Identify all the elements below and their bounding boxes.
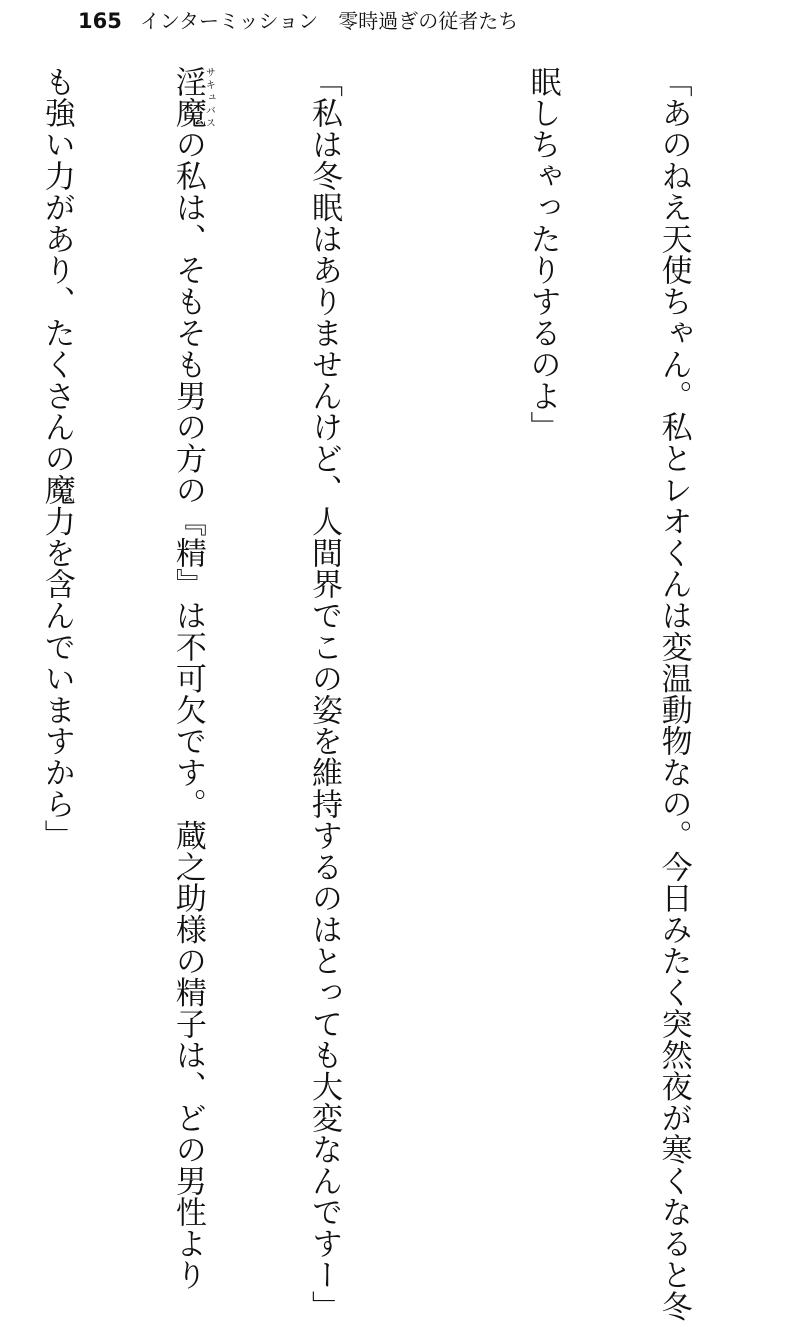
running-header bbox=[78, 4, 518, 38]
ruby-annotation bbox=[169, 66, 215, 129]
chapter-title: インターミッション bbox=[139, 9, 319, 33]
section-title: 零時過ぎの従者たち bbox=[338, 9, 519, 33]
text-line-with-ruby bbox=[165, 66, 215, 1291]
text-line: 「私は冬眠はありませんけど、人間界でこの姿を維持するのはとっても大変なんですー」 bbox=[305, 66, 342, 1322]
page-number: 165 bbox=[78, 9, 122, 33]
text-line: 「あのねえ天使ちゃん。私とレオくんは変温動物なの。今日みたく突然夜が寒くなると冬 bbox=[655, 66, 692, 1322]
text-line: 眠しちゃったりするのよ」 bbox=[524, 66, 561, 443]
text-line-rest: の私は、そもそも男の方の『精』は不可欠です。蔵之助様の精子は、どの男性より bbox=[169, 128, 206, 1291]
ruby-base: 淫魔 bbox=[169, 66, 206, 129]
ruby-reading: サキュバス bbox=[203, 66, 215, 129]
paragraph bbox=[0, 66, 432, 1322]
paragraph bbox=[432, 66, 782, 1322]
text-line: も強い力があり、たくさんの魔力を含んでいますから」 bbox=[38, 66, 75, 851]
vertical-body-text bbox=[38, 66, 782, 1322]
